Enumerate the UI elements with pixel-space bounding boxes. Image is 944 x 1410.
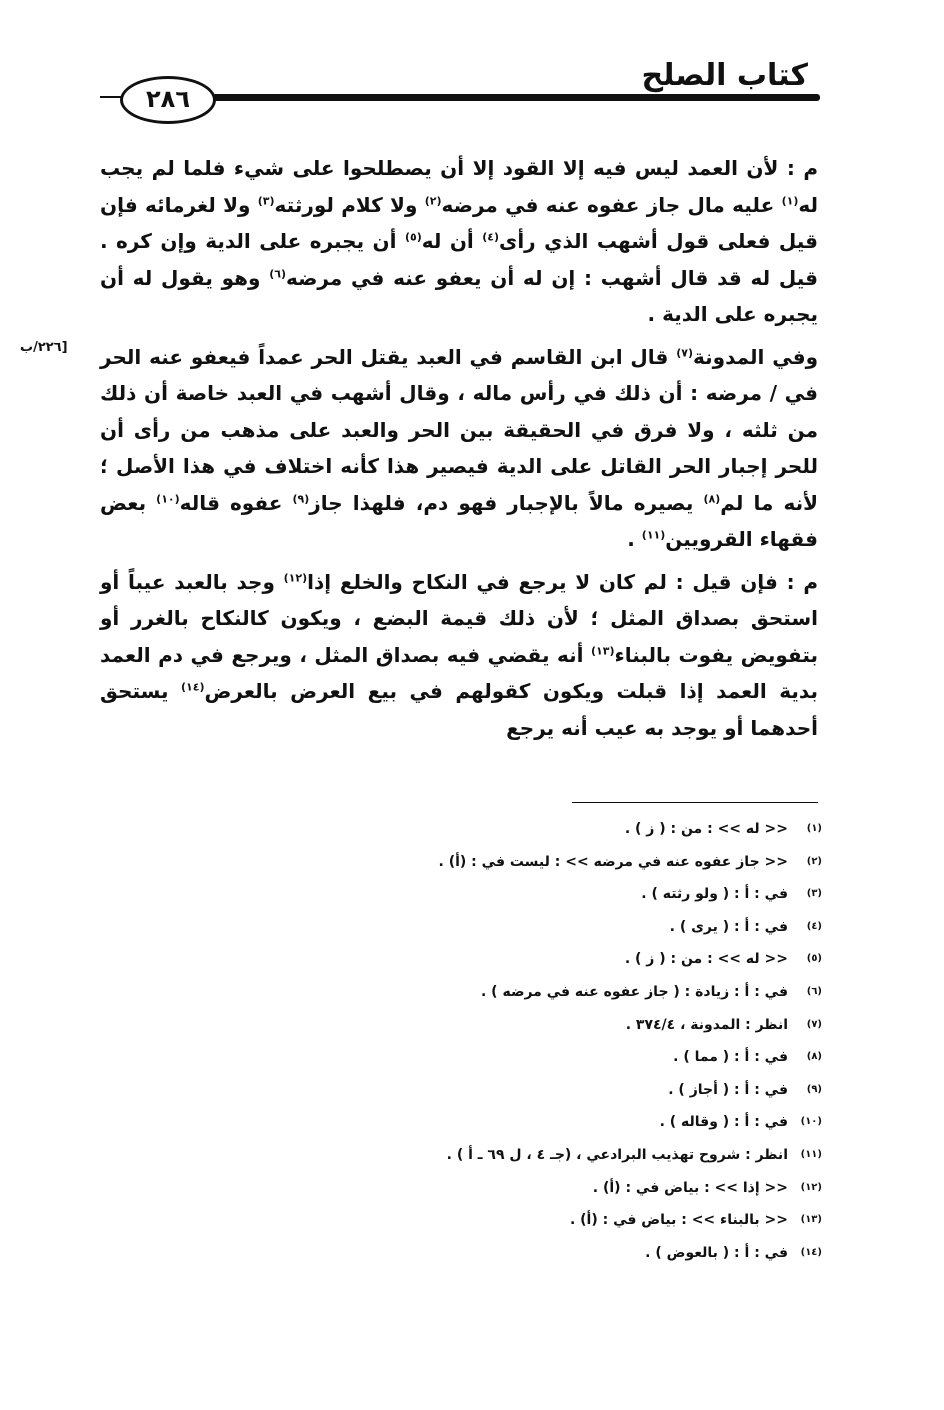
footnote-text: انظر : شروح تهذيب البرادعي ، (جـ ٤ ، ل ٦٩ ـ أ ) . — [446, 1146, 788, 1163]
footnote-number: (٤) — [806, 920, 822, 932]
footnote-ref: (١٣) — [590, 643, 615, 657]
text-run: وجد بالعبد عيباً أو استحق بصداق المثل ؛ لأن ذلك قيمة البضع ، ويكون كالنكاح بالغرر أو بتفويض يفوت بالبناء — [100, 569, 819, 667]
footnote — [302, 1177, 822, 1210]
footnote — [302, 1209, 822, 1242]
footnote-ref: (١٢) — [283, 570, 308, 584]
text-run: . — [627, 527, 642, 551]
footnote — [302, 1144, 822, 1177]
footnote-text: في : أ : ( وقاله ) . — [659, 1114, 788, 1131]
footnote-separator — [572, 802, 818, 803]
main-text — [100, 150, 818, 746]
footnote-ref: (٦) — [269, 266, 286, 280]
text-run: وفي المدونة — [693, 344, 819, 369]
footnote-text: في : أ : ( مما ) . — [673, 1049, 788, 1066]
footnote-text: << إذا >> : بياض في : (أ) . — [592, 1179, 788, 1196]
footnote-ref: (٤) — [482, 230, 499, 244]
text-run: م : لأن العمد ليس فيه إلا القود إلا أن يصطلحوا على شيء فلما لم يجب له — [100, 156, 818, 217]
footnote — [302, 916, 822, 949]
text-run: أنه يقضي فيه بصداق المثل ، ويرجع في دم العمد بدية العمد إذا قبلت ويكون كقولهم في بيع العرض بالعرض — [100, 642, 818, 703]
footnote-number: (٧) — [806, 1018, 822, 1030]
footnote-text: << له >> : من : ( ز ) . — [624, 821, 788, 837]
text-run: ولا لغرمائه فإن قيل فعلى قول أشهب الذي رأى — [100, 192, 819, 253]
text-run: عليه مال جاز عفوه عنه في مرضه — [441, 192, 782, 217]
footnote-ref: (٥) — [404, 230, 422, 244]
footnote — [302, 1014, 822, 1047]
text-run: م : فإن قيل : لم كان لا يرجع في النكاح والخلع إذا — [307, 569, 818, 594]
footnote — [302, 851, 822, 884]
footnote-text: << جاز عفوه عنه في مرضه >> : ليست في : (أ) . — [438, 853, 788, 870]
footnote-number: (٩) — [806, 1083, 822, 1095]
footnote-ref: (١٠) — [156, 491, 180, 505]
footnote-text: << له >> : من : ( ز ) . — [624, 951, 788, 968]
footnote-number: (١١) — [800, 1148, 822, 1160]
text-run: ولا كلام لورثته — [274, 192, 425, 217]
text-run: قال ابن القاسم في العبد يقتل الحر عمداً فيعفو عنه الحر في / مرضه : أن ذلك في رأس ماله ، وقال أشهب في العبد خاصة أن ذلك من ثلثه ، ولا فرق في الحقيقة بين الحر والعبد على مذهب من رأى أن للحر إجبار الحر القاتل على الدية فيصير هذا كأنه اختلاف في هذا الأصل ؛ لأنه ما لم — [100, 344, 818, 515]
footnote-number: (٢) — [806, 855, 822, 867]
header-rule — [200, 94, 820, 101]
footnote-number: (٣) — [806, 888, 822, 900]
manuscript-folio-note: [٢٢٦/ب — [20, 340, 68, 355]
text-run: يستحق أحدهما أو يوجد به عيب أنه يرجع — [100, 679, 818, 740]
footnote-text: في : أ : ( ولو رثته ) . — [641, 886, 788, 903]
footnote — [302, 981, 822, 1014]
paragraph — [100, 339, 818, 558]
text-run: عفوه قاله — [179, 490, 293, 515]
footnote-ref: (١٤) — [180, 680, 205, 694]
footnote-number: (١٠) — [800, 1116, 822, 1128]
page-header — [100, 58, 820, 128]
footnote-text: في : أ : ( بالعوض ) . — [645, 1244, 788, 1261]
footnote-text: << بالبناء >> : بياض في : (أ) . — [569, 1212, 788, 1229]
footnote-text: في : أ : ( أجاز ) . — [668, 1081, 788, 1098]
footnote — [302, 818, 822, 851]
footnote-ref: (٧) — [676, 345, 693, 359]
footnote — [302, 1242, 822, 1275]
text-run: بعض فقهاء القرويين — [100, 490, 818, 551]
footnote-text: انظر : المدونة ، ٣٧٤/٤ . — [625, 1016, 788, 1033]
footnote — [302, 1079, 822, 1112]
footnote-text: في : أ : زيادة : ( جاز عفوه عنه في مرضه ) . — [480, 983, 788, 1000]
footnote-number: (٥) — [806, 953, 822, 965]
text-run: أن يجبره على الدية وإن كره . قيل له قد قال أشهب : إن له أن يعفو عنه في مرضه — [100, 229, 818, 290]
paragraph — [100, 150, 818, 333]
paragraph — [100, 564, 818, 747]
text-run: أن له — [421, 229, 483, 253]
footnotes — [302, 818, 822, 1274]
chapter-title: كتاب الصلح — [641, 58, 808, 93]
footnote-number: (٨) — [806, 1051, 822, 1063]
footnote-ref: (١١) — [641, 528, 666, 542]
footnote — [302, 1046, 822, 1079]
footnote-number: (١٣) — [800, 1214, 822, 1226]
footnote-number: (٦) — [806, 985, 822, 997]
text-run: وهو يقول له أن يجبره على الدية . — [100, 265, 818, 326]
footnote-number: (١٤) — [800, 1246, 822, 1258]
footnote — [302, 883, 822, 916]
footnote-ref: (٣) — [257, 193, 275, 207]
footnote-number: (١٢) — [800, 1181, 822, 1193]
footnote-ref: (٨) — [703, 491, 721, 505]
page-number-badge: ٢٨٦ — [120, 76, 216, 124]
footnote-ref: (١) — [781, 193, 799, 207]
footnote-ref: (٢) — [424, 193, 442, 207]
footnote-ref: (٩) — [292, 491, 310, 505]
footnote — [302, 948, 822, 981]
footnote-text: في : أ : ( يرى ) . — [669, 918, 788, 935]
text-run: يصيره مالاً بالإجبار فهو دم، فلهذا جاز — [309, 490, 704, 515]
footnote — [302, 1111, 822, 1144]
footnote-number: (١) — [806, 823, 822, 834]
